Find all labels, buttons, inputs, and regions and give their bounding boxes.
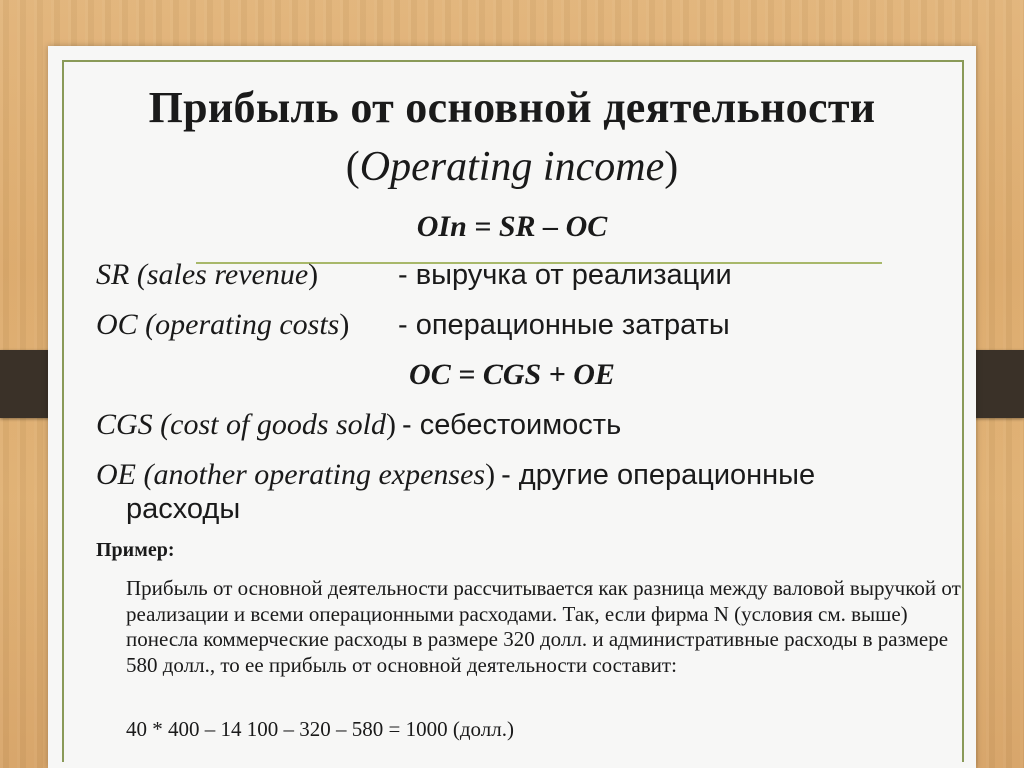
example-label: Пример: xyxy=(96,539,175,561)
definition-sr xyxy=(96,258,732,292)
definition-meaning: - себестоимость xyxy=(402,409,622,441)
definition-term: CGS (cost of goods sold) xyxy=(96,408,397,441)
definition-meaning: - операционные затраты xyxy=(398,309,730,341)
definition-term: SR (sales revenue) xyxy=(96,258,319,291)
definition-meaning: - выручка от реализации xyxy=(398,259,732,291)
definition-cgs xyxy=(96,408,621,442)
slide-subtitle xyxy=(48,142,976,192)
slide-card xyxy=(48,46,976,768)
subtitle-close-paren: ) xyxy=(664,144,679,190)
definition-meaning: - другие операционные xyxy=(501,459,816,491)
definition-oc xyxy=(96,308,730,342)
subtitle-open-paren: ( xyxy=(345,144,360,190)
example-result: 40 * 400 – 14 100 – 320 – 580 = 1000 (долл.) xyxy=(126,717,514,741)
slide-content xyxy=(48,46,976,768)
formula-operating-income: OIn = SR – OC xyxy=(416,210,608,243)
definition-oe-continuation: расходы xyxy=(126,493,241,525)
formula-operating-costs: OC = CGS + OE xyxy=(409,358,615,391)
definition-term: OC (operating costs) xyxy=(96,308,350,341)
definition-oe xyxy=(96,458,815,492)
example-text: Прибыль от основной деятельности рассчитывается как разница между валовой выручкой от реализации и всеми операционными расходами. Так, если фирма N (условия см. выше) понесла коммерческие расходы в размере 320 долл. и административные расходы в размере 580 долл., то ее прибыль от основной деятельности составит: xyxy=(126,576,961,677)
subtitle-english: Operating income xyxy=(359,144,665,190)
definition-term: OE (another operating expenses) xyxy=(96,458,496,491)
slide-title: Прибыль от основной деятельности xyxy=(148,83,876,132)
